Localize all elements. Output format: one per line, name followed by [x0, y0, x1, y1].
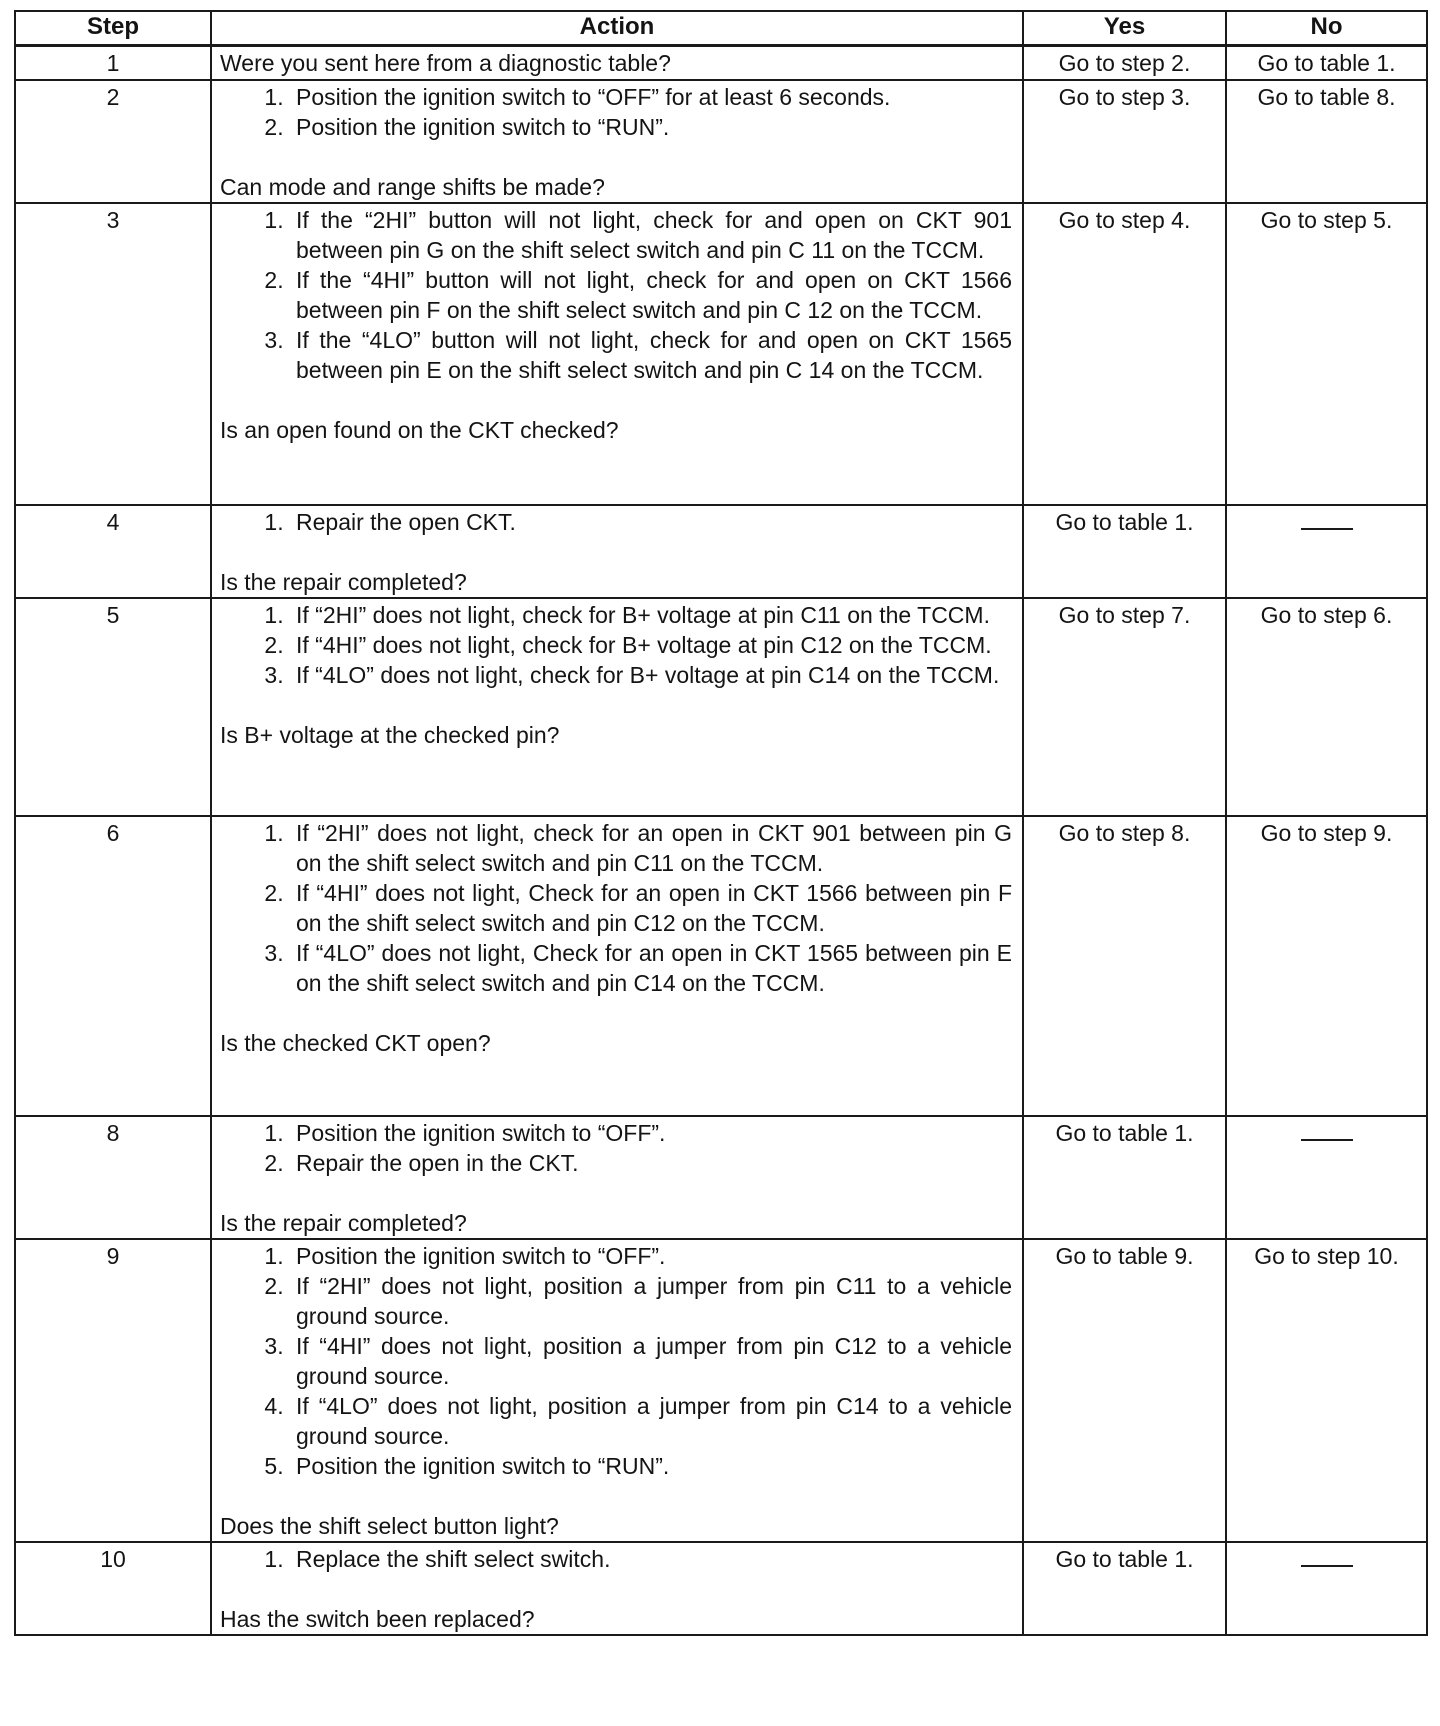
action-steps-list [220, 82, 1012, 142]
action-steps-list [220, 1118, 1012, 1178]
header-yes: Yes [1023, 11, 1226, 46]
action-steps-list [220, 205, 1012, 385]
yes-result: Go to step 4. [1023, 203, 1226, 505]
action-step: 2. Position the ignition switch to “RUN”. [290, 112, 1012, 142]
action-step: 1. If “2HI” does not light, check for an open in CKT 901 between pin G on the shift select switch and pin C11 on the TCCM. [290, 818, 1012, 878]
action-steps-list [220, 818, 1012, 998]
action-question: Is the repair completed? [220, 569, 467, 595]
table-row [15, 203, 1427, 505]
action-cell [211, 1542, 1023, 1635]
table-row [15, 816, 1427, 1116]
action-step: 1. Position the ignition switch to “OFF”. [290, 1118, 1012, 1148]
diagnostic-table-page [14, 10, 1426, 1636]
action-step: 2. If the “4HI” button will not light, check for and open on CKT 1566 between pin F on the shift select switch and pin C 12 on the TCCM. [290, 265, 1012, 325]
action-question: Is the checked CKT open? [220, 1030, 491, 1056]
table-row [15, 1239, 1427, 1542]
step-number: 5 [15, 598, 211, 816]
action-step: 1. If the “2HI” button will not light, check for and open on CKT 901 between pin G on the shift select switch and pin C 11 on the TCCM. [290, 205, 1012, 265]
action-cell [211, 505, 1023, 598]
no-result [1226, 1116, 1427, 1239]
action-step: 3. If “4HI” does not light, position a jumper from pin C12 to a vehicle ground source. [290, 1331, 1012, 1391]
yes-result: Go to step 3. [1023, 80, 1226, 203]
yes-result: Go to step 8. [1023, 816, 1226, 1116]
no-result: Go to step 10. [1226, 1239, 1427, 1542]
action-step: 1. Position the ignition switch to “OFF” for at least 6 seconds. [290, 82, 1012, 112]
step-number: 4 [15, 505, 211, 598]
table-row [15, 1116, 1427, 1239]
action-step: 2. If “2HI” does not light, position a jumper from pin C11 to a vehicle ground source. [290, 1271, 1012, 1331]
action-step: 5. Position the ignition switch to “RUN”. [290, 1451, 1012, 1481]
yes-result: Go to table 1. [1023, 1116, 1226, 1239]
step-number: 6 [15, 816, 211, 1116]
action-question: Were you sent here from a diagnostic table? [220, 50, 671, 76]
step-number: 2 [15, 80, 211, 203]
yes-result: Go to table 9. [1023, 1239, 1226, 1542]
diagnostic-table [14, 10, 1428, 1636]
action-step: 1. Position the ignition switch to “OFF”. [290, 1241, 1012, 1271]
action-cell [211, 598, 1023, 816]
action-cell [211, 816, 1023, 1116]
step-number: 10 [15, 1542, 211, 1635]
action-step: 3. If “4LO” does not light, Check for an open in CKT 1565 between pin E on the shift select switch and pin C14 on the TCCM. [290, 938, 1012, 998]
header-step: Step [15, 11, 211, 46]
step-number: 8 [15, 1116, 211, 1239]
no-result [1226, 1542, 1427, 1635]
action-steps-list [220, 600, 1012, 690]
action-step: 2. If “4HI” does not light, check for B+ voltage at pin C12 on the TCCM. [290, 630, 1012, 660]
action-steps-list [220, 1544, 1012, 1574]
yes-result: Go to step 7. [1023, 598, 1226, 816]
step-number: 9 [15, 1239, 211, 1542]
action-step: 2. If “4HI” does not light, Check for an open in CKT 1566 between pin F on the shift select switch and pin C12 on the TCCM. [290, 878, 1012, 938]
step-number: 3 [15, 203, 211, 505]
header-action: Action [211, 11, 1023, 46]
action-cell [211, 1239, 1023, 1542]
action-step: 3. If “4LO” does not light, check for B+ voltage at pin C14 on the TCCM. [290, 660, 1012, 690]
no-result: Go to step 5. [1226, 203, 1427, 505]
yes-result: Go to table 1. [1023, 505, 1226, 598]
action-step: 2. Repair the open in the CKT. [290, 1148, 1012, 1178]
action-question: Has the switch been replaced? [220, 1606, 535, 1632]
action-question: Is the repair completed? [220, 1210, 467, 1236]
action-steps-list [220, 507, 1012, 537]
no-result [1226, 505, 1427, 598]
table-header-row [15, 11, 1427, 46]
table-body [15, 46, 1427, 1636]
action-steps-list [220, 1241, 1012, 1481]
action-cell [211, 1116, 1023, 1239]
yes-result: Go to step 2. [1023, 46, 1226, 81]
not-applicable-dash [1301, 528, 1353, 530]
no-result: Go to table 1. [1226, 46, 1427, 81]
action-cell [211, 203, 1023, 505]
table-row [15, 46, 1427, 81]
no-result: Go to table 8. [1226, 80, 1427, 203]
no-result: Go to step 9. [1226, 816, 1427, 1116]
action-step: 1. Repair the open CKT. [290, 507, 1012, 537]
table-row [15, 80, 1427, 203]
action-question: Is B+ voltage at the checked pin? [220, 722, 560, 748]
action-cell [211, 46, 1023, 81]
action-question: Does the shift select button light? [220, 1513, 559, 1539]
table-row [15, 598, 1427, 816]
action-question: Is an open found on the CKT checked? [220, 417, 619, 443]
header-no: No [1226, 11, 1427, 46]
not-applicable-dash [1301, 1565, 1353, 1567]
action-step: 1. If “2HI” does not light, check for B+ voltage at pin C11 on the TCCM. [290, 600, 1012, 630]
action-step: 1. Replace the shift select switch. [290, 1544, 1012, 1574]
action-cell [211, 80, 1023, 203]
step-number: 1 [15, 46, 211, 81]
action-question: Can mode and range shifts be made? [220, 174, 605, 200]
table-row [15, 505, 1427, 598]
no-result: Go to step 6. [1226, 598, 1427, 816]
action-step: 4. If “4LO” does not light, position a jumper from pin C14 to a vehicle ground source. [290, 1391, 1012, 1451]
yes-result: Go to table 1. [1023, 1542, 1226, 1635]
action-step: 3. If the “4LO” button will not light, check for and open on CKT 1565 between pin E on the shift select switch and pin C 14 on the TCCM. [290, 325, 1012, 385]
not-applicable-dash [1301, 1139, 1353, 1141]
table-row [15, 1542, 1427, 1635]
